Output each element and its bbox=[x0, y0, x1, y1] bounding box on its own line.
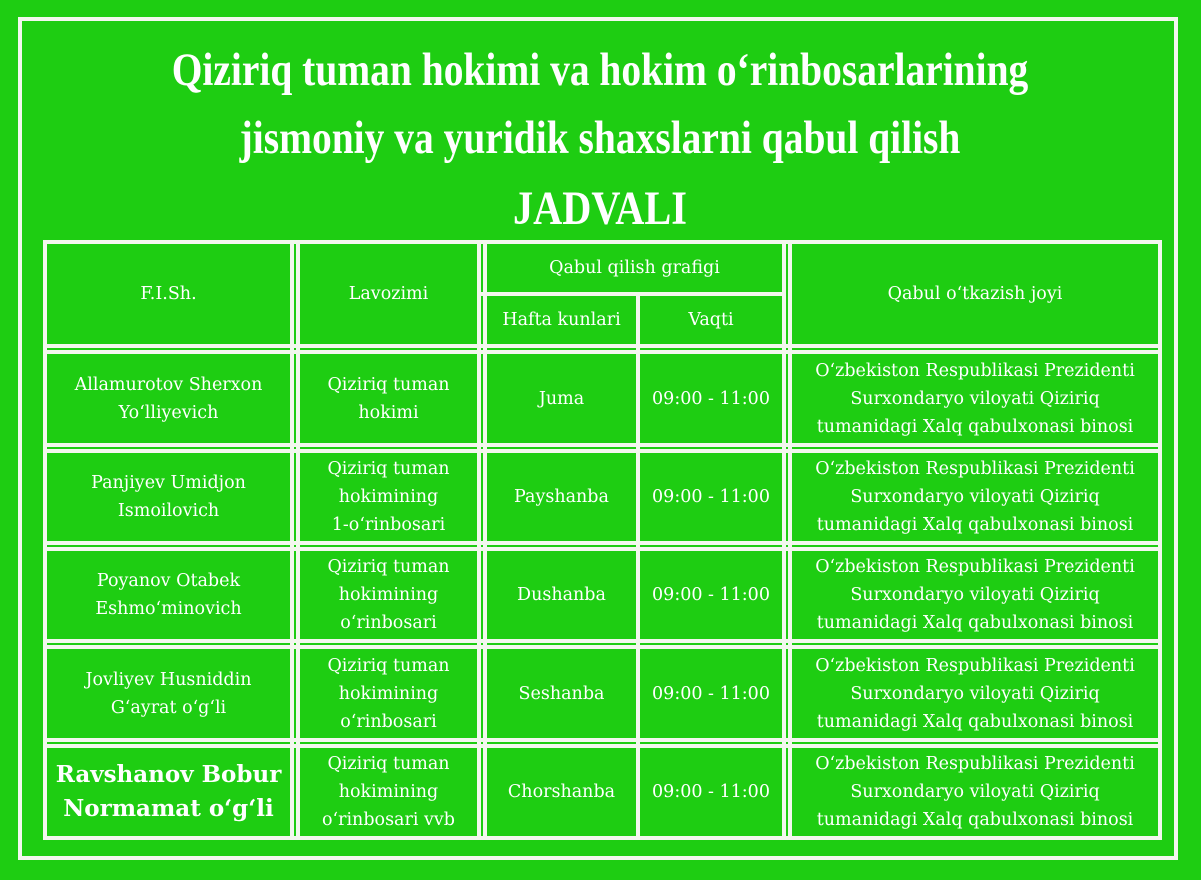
row-fish-text: Yo‘lliyevich bbox=[118, 402, 219, 423]
row-lavozimi-text: hokimi bbox=[358, 402, 419, 423]
row-joy-text: Surxondaryo viloyati Qiziriq bbox=[850, 585, 1100, 605]
row-fish-text: Ravshanov Bobur bbox=[55, 761, 282, 788]
row-vaqt-text: 09:00 - 11:00 bbox=[652, 487, 770, 507]
row-fish-text: Jovliyev Husniddin bbox=[85, 669, 252, 690]
row-vaqt-text: 09:00 - 11:00 bbox=[652, 388, 770, 409]
row-lavozimi-text: Qiziriq tuman bbox=[327, 557, 450, 577]
row-kun-text: Payshanba bbox=[514, 487, 609, 507]
title-line-1: Qiziriq tuman hokimi va hokim o‘rinbosarlarining bbox=[171, 44, 1029, 96]
row-fish-text: Ismoilovich bbox=[117, 501, 220, 521]
row-lavozimi-text: hokimining bbox=[338, 487, 439, 507]
row-kun-text: Chorshanba bbox=[507, 782, 616, 802]
row-lavozimi-text: o‘rinbosari bbox=[340, 613, 437, 633]
row-joy-text: Surxondaryo viloyati Qiziriq bbox=[850, 782, 1100, 802]
row-fish-text: Normamat o‘g‘li bbox=[63, 795, 274, 822]
row-fish-text: G‘ayrat o‘g‘li bbox=[110, 697, 227, 718]
row-joy-text: tumanidagi Xalq qabulxonasi binosi bbox=[816, 613, 1134, 633]
header-joyi-text: Qabul o‘tkazish joyi bbox=[887, 284, 1063, 304]
header-grafik-text: Qabul qilish grafigi bbox=[549, 258, 720, 278]
header-vaqti-text: Vaqti bbox=[688, 310, 734, 330]
row-lavozimi-text: Qiziriq tuman bbox=[327, 374, 450, 395]
header-hafta-kunlari-text: Hafta kunlari bbox=[502, 310, 621, 330]
row-vaqt-text: 09:00 - 11:00 bbox=[652, 683, 770, 704]
row-lavozimi-text: o‘rinbosari vvb bbox=[322, 810, 455, 830]
row-fish-text: Allamurotov Sherxon bbox=[74, 374, 263, 395]
row-lavozimi-text: hokimining bbox=[338, 683, 439, 704]
title-line-3: JADVALI bbox=[512, 182, 688, 235]
row-joy-text: O‘zbekiston Respublikasi Prezidenti bbox=[815, 557, 1135, 577]
row-joy-text: O‘zbekiston Respublikasi Prezidenti bbox=[815, 655, 1135, 676]
row-joy-text: tumanidagi Xalq qabulxonasi binosi bbox=[816, 515, 1134, 535]
header-lavozimi-text: Lavozimi bbox=[348, 284, 429, 304]
row-vaqt-text: 09:00 - 11:00 bbox=[652, 782, 770, 802]
row-lavozimi-text: Qiziriq tuman bbox=[327, 459, 450, 479]
row-kun-text: Dushanba bbox=[517, 585, 606, 605]
row-joy-text: Surxondaryo viloyati Qiziriq bbox=[850, 388, 1100, 409]
row-lavozimi-text: Qiziriq tuman bbox=[327, 655, 450, 676]
row-joy-text: Surxondaryo viloyati Qiziriq bbox=[850, 683, 1100, 704]
row-kun-text: Seshanba bbox=[518, 683, 605, 704]
row-fish-text: Eshmo‘minovich bbox=[95, 599, 242, 619]
row-joy-text: Surxondaryo viloyati Qiziriq bbox=[850, 487, 1100, 507]
row-joy-text: O‘zbekiston Respublikasi Prezidenti bbox=[815, 754, 1135, 774]
row-joy-text: tumanidagi Xalq qabulxonasi binosi bbox=[816, 711, 1134, 732]
row-lavozimi-text: Qiziriq tuman bbox=[327, 754, 450, 774]
row-joy-text: tumanidagi Xalq qabulxonasi binosi bbox=[816, 416, 1134, 437]
row-lavozimi-text: o‘rinbosari bbox=[340, 711, 437, 732]
header-fish-text: F.I.Sh. bbox=[140, 284, 197, 304]
row-fish-text: Poyanov Otabek bbox=[96, 571, 241, 591]
title-line-2: jismoniy va yuridik shaxslarni qabul qilish bbox=[239, 112, 961, 164]
row-lavozimi-text: hokimining bbox=[338, 585, 439, 605]
row-lavozimi-text: 1-o‘rinbosari bbox=[331, 515, 446, 535]
row-joy-text: tumanidagi Xalq qabulxonasi binosi bbox=[816, 810, 1134, 830]
row-joy-text: O‘zbekiston Respublikasi Prezidenti bbox=[815, 459, 1135, 479]
row-kun-text: Juma bbox=[538, 388, 585, 409]
row-joy-text: O‘zbekiston Respublikasi Prezidenti bbox=[815, 360, 1135, 381]
row-fish-text: Panjiyev Umidjon bbox=[91, 473, 246, 493]
row-lavozimi-text: hokimining bbox=[338, 782, 439, 802]
row-vaqt-text: 09:00 - 11:00 bbox=[652, 585, 770, 605]
